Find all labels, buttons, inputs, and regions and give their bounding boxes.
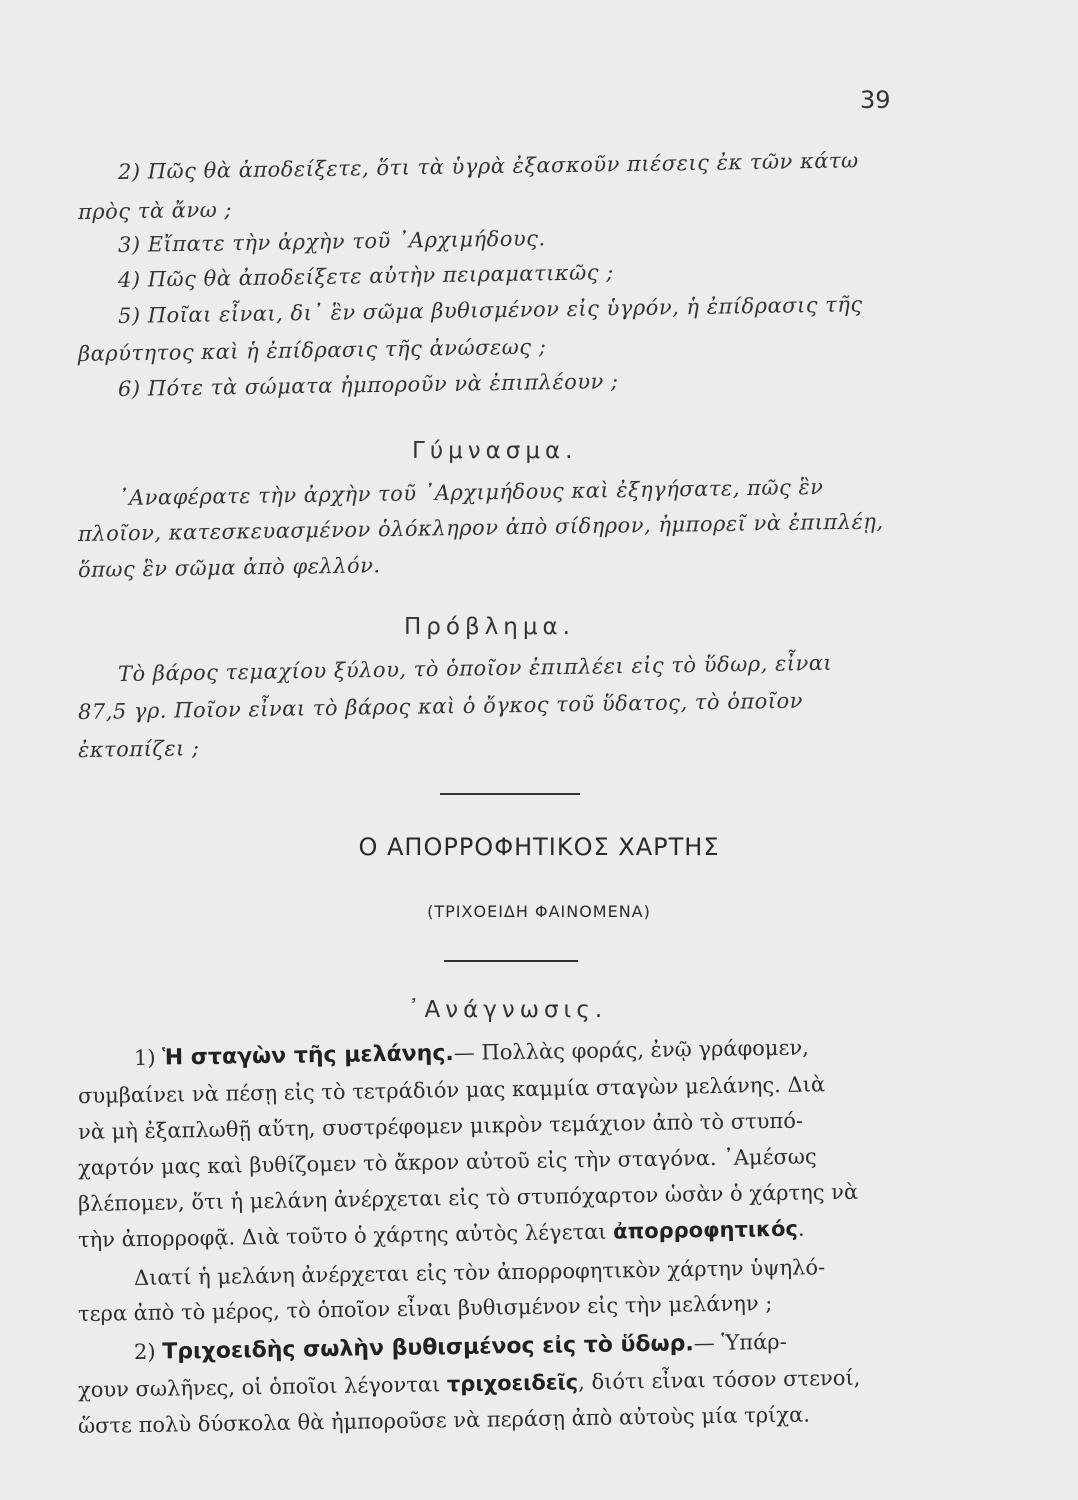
paragraph-1-question: τερα ἀπὸ τὸ μέρος, τὸ ὁποῖον εἶναι βυθισμένον εἰς τὴν μελάνην ;	[77, 1291, 773, 1326]
paragraph-text: Ὑπάρ-	[721, 1329, 787, 1355]
question-line: 5) Ποῖαι εἶναι, δι᾿ ἓν σῶμα βυθισμένον εἰς ὑγρόν, ἡ ἐπίδρασις τῆς	[117, 292, 863, 328]
paragraph-1-line: συμβαίνει νὰ πέσῃ εἰς τὸ τετράδιόν μας καμμία σταγὼν μελάνης. Διὰ	[77, 1072, 826, 1108]
paragraph-1-question: Διατί ἡ μελάνη ἀνέρχεται εἰς τὸν ἀπορροφητικὸν χάρτην ὑψηλό-	[133, 1255, 826, 1290]
paragraph-2-line	[78, 1366, 861, 1402]
problem-line: ἐκτοπίζει ;	[77, 736, 200, 762]
chapter-subtitle: (ΤΡΙΧΟΕΙΔΗ ΦΑΙΝΟΜΕΝΑ)	[427, 902, 651, 921]
problem-line: 87,5 γρ. Ποῖον εἶναι τὸ βάρος καὶ ὁ ὄγκος τοῦ ὕδατος, τὸ ὁποῖον	[77, 688, 804, 724]
paragraph-text: Πολλὰς φοράς, ἐνῷ γράφομεν,	[481, 1035, 809, 1065]
dash: —	[693, 1330, 722, 1356]
exercise-line: ὅπως ἓν σῶμα ἀπὸ φελλόν.	[77, 553, 381, 582]
question-line: 6) Πότε τὰ σώματα ἠμποροῦν νὰ ἐπιπλέουν ;	[117, 369, 619, 401]
exercise-line: ᾿Αναφέρατε τὴν ἀρχὴν τοῦ ᾿Αρχιμήδους καὶ ἐξηγήσατε, πῶς ἓν	[117, 474, 824, 510]
divider-bottom	[444, 960, 578, 962]
exercise-heading: Γύμνασμα.	[412, 438, 578, 464]
paragraph-1-line: χαρτόν μας καὶ βυθίζομεν τὸ ἄκρον αὐτοῦ εἰς τὴν σταγόνα. ᾿Αμέσως	[77, 1144, 817, 1180]
paragraph-2-line: ὥστε πολὺ δύσκολα θὰ ἠμποροῦσε νὰ περάσῃ ἀπὸ αὐτοὺς μία τρίχα.	[77, 1402, 811, 1438]
dash: —	[453, 1040, 482, 1065]
question-line: πρὸς τὰ ἄνω ;	[77, 197, 233, 224]
paragraph-2-heading: Τριχοειδὴς σωλὴν βυθισμένος εἰς τὸ ὕδωρ.	[162, 1331, 694, 1365]
term-absorbent: ἀπορροφητικός	[612, 1216, 799, 1244]
problem-heading: Πρόβλημα.	[404, 614, 575, 640]
paragraph-text: , διότι εἶναι τόσον στενοί,	[577, 1365, 861, 1395]
problem-line: Τὸ βάρος τεμαχίου ξύλου, τὸ ὁποῖον ἐπιπλέει εἰς τὸ ὕδωρ, εἶναι	[117, 650, 833, 686]
paragraph-1-line: νὰ μὴ ἐξαπλωθῇ αὕτη, συστρέφομεν μικρὸν τεμάχιον ἀπὸ τὸ στυπό-	[77, 1108, 804, 1144]
page-number: 39	[860, 86, 891, 114]
paragraph-text: .	[797, 1216, 805, 1241]
paragraph-1-number: 1)	[133, 1045, 163, 1070]
paragraph-text: χουν σωλῆνες, οἱ ὁποῖοι λέγονται	[77, 1372, 448, 1402]
reading-heading: ᾿Ανάγνωσις.	[408, 997, 608, 1023]
question-line: 2) Πῶς θὰ ἀποδείξετε, ὅτι τὰ ὑγρὰ ἐξασκοῦν πιέσεις ἐκ τῶν κάτω	[117, 148, 859, 184]
question-line: 3) Εἴπατε τὴν ἀρχὴν τοῦ ᾿Αρχιμήδους.	[117, 226, 546, 257]
term-capillary: τριχοειδεῖς	[446, 1370, 579, 1397]
paragraph-1-line	[134, 1035, 809, 1071]
paragraph-2-number: 2)	[133, 1339, 163, 1364]
chapter-title: Ο ΑΠΟΡΡΟΦΗΤΙΚΟΣ ΧΑΡΤΗΣ	[358, 833, 720, 861]
question-line: 4) Πῶς θὰ ἀποδείξετε αὐτὴν πειραματικῶς ;	[117, 260, 614, 292]
divider-top	[440, 793, 580, 795]
exercise-line: πλοῖον, κατεσκευασμένον ὁλόκληρον ἀπὸ σίδηρον, ἠμπορεῖ νὰ ἐπιπλέῃ,	[77, 509, 884, 546]
paragraph-2-line	[134, 1330, 787, 1365]
paragraph-1-heading: Ἡ σταγὼν τῆς μελάνης.	[162, 1040, 454, 1071]
paragraph-1-line	[78, 1217, 805, 1252]
paragraph-1-line: βλέπομεν, ὅτι ἡ μελάνη ἀνέρχεται εἰς τὸ στυπόχαρτον ὡσὰν ὁ χάρτης νὰ	[77, 1179, 859, 1216]
paragraph-text: τὴν ἀπορροφᾷ. Διὰ τοῦτο ὁ χάρτης αὐτὸς λέγεται	[77, 1219, 614, 1252]
question-line: βαρύτητος καὶ ἡ ἐπίδρασις τῆς ἀνώσεως ;	[77, 334, 547, 366]
